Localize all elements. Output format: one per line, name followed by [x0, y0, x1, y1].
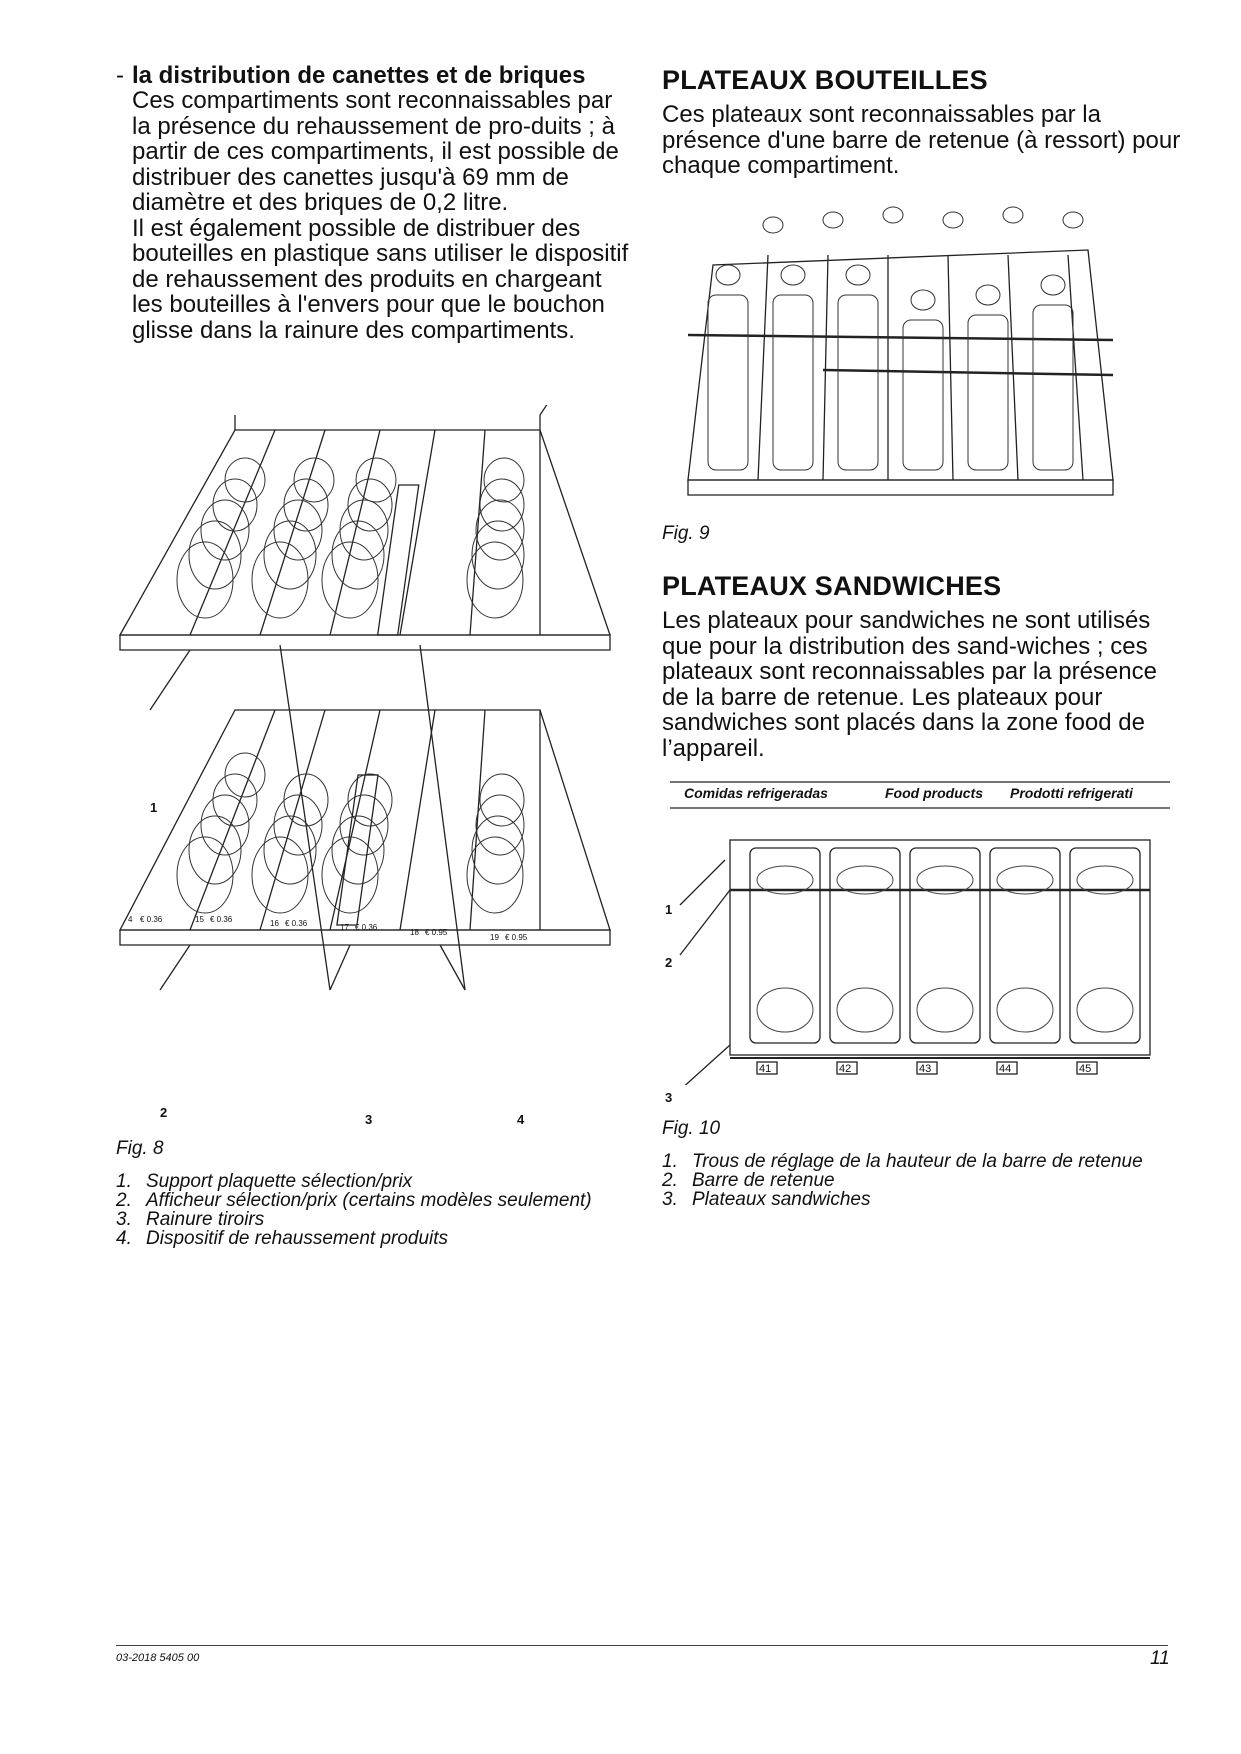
fig10-callout-3: 3 [665, 1090, 673, 1105]
price-slot-price: € 0.36 [285, 919, 308, 928]
left-column [116, 64, 636, 343]
legend-number: 2. [662, 1170, 678, 1191]
fig8-callout-3: 3 [365, 1112, 373, 1127]
price-slot-label: 17 [340, 923, 349, 932]
paragraph-bottles: Il est également possible de distribuer des bouteilles en plastique sans utiliser le dispositif de rehaussement des produits en chargeant les bouteilles à l'envers pour que le bouchon glisse dans la rainure des compartiments. [132, 214, 629, 344]
can-trays-drawing [110, 405, 615, 1035]
legend-number: 1. [116, 1171, 132, 1192]
legend-text: Trous de réglage de la hauteur de la barre de retenue [692, 1151, 1143, 1172]
legend-number: 2. [116, 1190, 132, 1211]
slot-number: 45 [1079, 1063, 1092, 1075]
slot-number: 41 [759, 1063, 772, 1075]
fig10-caption: Fig. 10 [662, 1118, 721, 1139]
bottle-tray-drawing [683, 195, 1115, 520]
price-slot-label: 15 [195, 915, 204, 924]
legend-text: Barre de retenue [692, 1170, 835, 1191]
legend-number: 3. [116, 1209, 132, 1230]
section-heading [116, 64, 636, 88]
fig10-legend [662, 1152, 1172, 1209]
legend-item [662, 1171, 1172, 1190]
price-slot-price: € 0.95 [425, 928, 448, 937]
fig8-callout-4: 4 [517, 1112, 525, 1127]
price-slot-label: 16 [270, 919, 279, 928]
legend-item [116, 1191, 626, 1210]
legend-item [662, 1190, 1172, 1209]
sandwich-tray-drawing [670, 780, 1170, 1085]
price-slot-price: € 0.36 [355, 923, 378, 932]
fig8-illustration [110, 405, 615, 1035]
tray-label-en: Food products [885, 785, 983, 801]
fig8-legend [116, 1172, 626, 1248]
footer-divider [116, 1645, 1168, 1646]
legend-number: 1. [662, 1151, 678, 1172]
legend-number: 4. [116, 1228, 132, 1249]
legend-text: Support plaquette sélection/prix [146, 1171, 413, 1192]
price-slot-price: € 0.95 [505, 933, 528, 942]
dash-bullet: - [116, 62, 124, 89]
legend-item [116, 1172, 626, 1191]
price-slot-label: 4 [128, 915, 133, 924]
legend-text: Plateaux sandwiches [692, 1189, 871, 1210]
fig8-caption: Fig. 8 [116, 1138, 164, 1159]
paragraph-cans: Ces compartiments sont reconnaissables par la présence du rehaussement de pro-duits ; à partir de ces compartiments, il est possible de distribuer des canettes jusqu'à 69 mm de diamètre et des briques de 0,2 litre. [132, 87, 619, 216]
fig9-caption: Fig. 9 [662, 523, 710, 544]
legend-number: 3. [662, 1189, 678, 1210]
price-slot-price: € 0.36 [210, 915, 233, 924]
page-number: 11 [1150, 1648, 1170, 1669]
legend-item [662, 1152, 1172, 1171]
fig10-illustration [670, 780, 1170, 1085]
heading-sandwich-trays: PLATEAUX SANDWICHES [662, 571, 1002, 601]
fig8-callout-2: 2 [160, 1105, 168, 1120]
sandwich-trays-text: Les plateaux pour sandwiches ne sont utilisés que pour la distribution des sand-wiches ; ces plateaux sont reconnaissables par la présence de la barre de retenue. Les plateaux pour sandwiches sont placés dans la zone food de l’appareil. [662, 607, 1157, 762]
tray-label-it: Prodotti refrigerati [1010, 785, 1133, 801]
fig8-callout-1: 1 [150, 800, 158, 815]
legend-text: Afficheur sélection/prix (certains modèles seulement) [146, 1190, 592, 1211]
slot-number: 43 [919, 1063, 932, 1075]
price-slot-price: € 0.36 [140, 915, 163, 924]
fig10-callout-1: 1 [665, 902, 673, 917]
tray-label-es: Comidas refrigeradas [684, 785, 828, 801]
section-heading-text: la distribution de canettes et de briques [132, 62, 586, 89]
right-column [662, 64, 1182, 179]
document-code: 03-2018 5405 00 [116, 1652, 200, 1664]
fig10-callout-2: 2 [665, 955, 673, 970]
legend-item [116, 1229, 626, 1248]
heading-bottle-trays: PLATEAUX BOUTEILLES [662, 65, 988, 95]
bottle-trays-text: Ces plateaux sont reconnaissables par la présence d'une barre de retenue (à ressort) pour chaque compartiment. [662, 101, 1181, 179]
sandwich-section [662, 570, 1182, 761]
fig9-illustration [683, 195, 1115, 520]
legend-item [116, 1210, 626, 1229]
slot-number: 44 [999, 1063, 1012, 1075]
legend-text: Dispositif de rehaussement produits [146, 1228, 449, 1249]
price-slot-label: 18 [410, 928, 419, 937]
price-slot-label: 19 [490, 933, 499, 942]
slot-number: 42 [839, 1063, 852, 1075]
legend-text: Rainure tiroirs [146, 1209, 265, 1230]
